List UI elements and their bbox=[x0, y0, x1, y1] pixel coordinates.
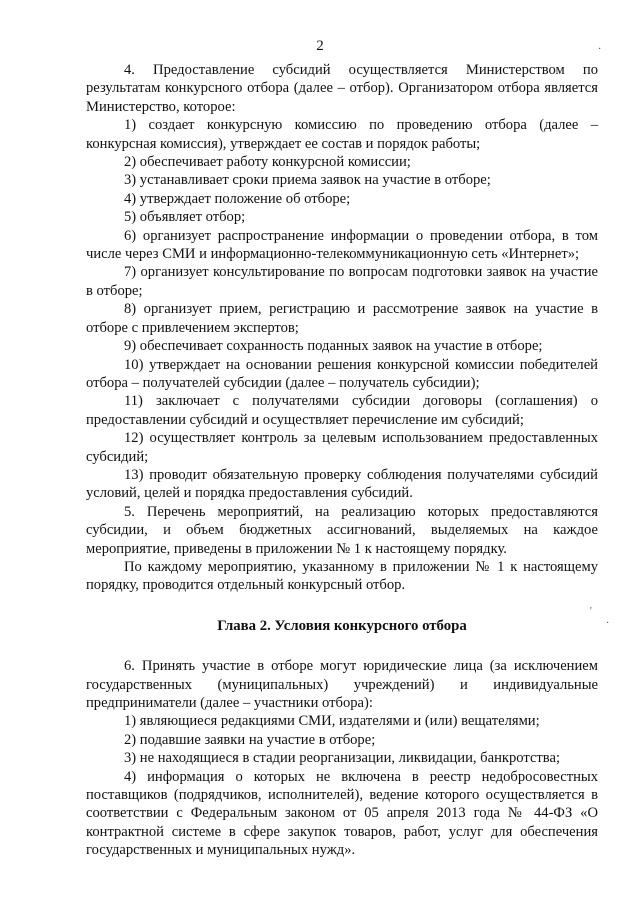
paragraph: 8) организует прием, регистрацию и рассмотрение заявок на участие в отборе с привлечением экспертов; bbox=[86, 301, 598, 336]
paragraph: По каждому мероприятию, указанному в приложении № 1 к настоящему порядку, проводится отдельный конкурсный отбор. bbox=[86, 558, 598, 594]
paragraph: 7) организует консультирование по вопросам подготовки заявок на участие в отборе; bbox=[86, 264, 598, 299]
paragraph: 12) осуществляет контроль за целевым использованием предоставленных субсидий; bbox=[86, 430, 598, 465]
scan-speck: ' bbox=[590, 606, 592, 617]
paragraph: 2) подавшие заявки на участие в отборе; bbox=[124, 731, 376, 748]
paragraph: 1) создает конкурсную комиссию по проведению отбора (далее – конкурсная комиссия), утверждает ее состав и порядок работы; bbox=[86, 117, 598, 152]
paragraph: 9) обеспечивает сохранность поданных заявок на участие в отборе; bbox=[124, 338, 543, 355]
paragraph: 6) организует распространение информации о проведении отбора, в том числе через СМИ и информационно-телекоммуникационную сеть «Интернет»; bbox=[86, 227, 598, 263]
paragraph: 5. Перечень мероприятий, на реализацию которых предоставляются субсидии, и объем бюджетных ассигнований, выделяемых на каждое мероприятие, приведены в приложении № 1 к настоящему порядку. bbox=[86, 503, 598, 557]
chapter-heading: Глава 2. Условия конкурсного отбора bbox=[217, 617, 467, 634]
paragraph: 10) утверждает на основании решения конкурсной комиссии победителей отбора – получателей субсидии (далее – получатель субсидии); bbox=[86, 356, 598, 391]
paragraph: 4) утверждает положение об отборе; bbox=[124, 190, 351, 207]
paragraph: 5) объявляет отбор; bbox=[124, 209, 246, 226]
paragraph: 13) проводит обязательную проверку соблюдения получателями субсидий условий, целей и порядка предоставления субсидий. bbox=[86, 466, 598, 502]
scan-speck: · bbox=[598, 44, 602, 55]
page-number: 2 bbox=[316, 38, 324, 54]
document-body bbox=[86, 61, 598, 860]
scan-speck: · bbox=[606, 618, 610, 629]
paragraph: 11) заключает с получателями субсидии договоры (соглашения) о предоставлении субсидий и осуществляет перечисление им субсидий; bbox=[86, 393, 598, 428]
paragraph: 1) являющиеся редакциями СМИ, издателями и (или) вещателями; bbox=[124, 713, 540, 730]
paragraph: 3) устанавливает сроки приема заявок на участие в отборе; bbox=[124, 172, 491, 189]
paragraph: 4) информация о которых не включена в реестр недобросовестных поставщиков (подрядчиков, исполнителей), ведение которого осуществляется в соответствии с Федеральным законом от 05 апреля 2013 года № 44-ФЗ «О контрактной системе в сфере закупок товаров, работ, услуг для обеспечения государственных и муниципальных нужд». bbox=[86, 768, 598, 859]
paragraph: 2) обеспечивает работу конкурсной комиссии; bbox=[124, 154, 411, 171]
paragraph: 6. Принять участие в отборе могут юридические лица (за исключением государственных (муниципальных) учреждений) и индивидуальные предприниматели (далее – участники отбора): bbox=[86, 658, 598, 711]
paragraph: 3) не находящиеся в стадии реорганизации, ликвидации, банкротства; bbox=[124, 750, 561, 767]
paragraph: 4. Предоставление субсидий осуществляется Министерством по результатам конкурсного отбора (далее – отбор). Организатором отбора является Министерство, которое: bbox=[86, 62, 598, 115]
